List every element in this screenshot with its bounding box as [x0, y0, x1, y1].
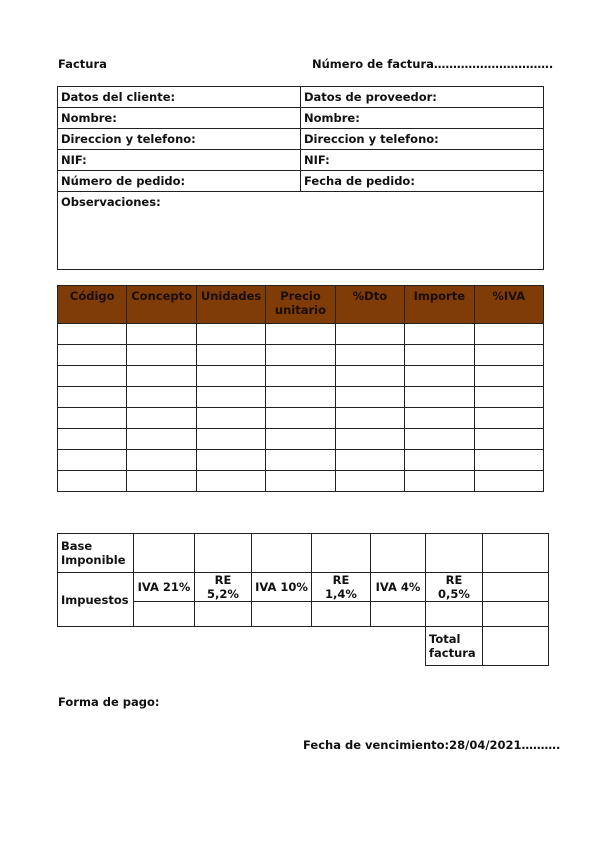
item-cell[interactable]	[196, 345, 265, 366]
item-cell[interactable]	[127, 471, 196, 492]
col-header-codigo: Código	[58, 286, 127, 324]
item-cell[interactable]	[196, 324, 265, 345]
col-header-concepto: Concepto	[127, 286, 196, 324]
col-header-dto: %Dto	[335, 286, 404, 324]
item-cell[interactable]	[474, 345, 543, 366]
tax-header-iva-10: IVA 10%	[252, 573, 312, 602]
client-address-field[interactable]: Direccion y telefono:	[58, 129, 301, 150]
due-date-field[interactable]: Fecha de vencimiento:28/04/2021……….	[303, 738, 561, 752]
item-cell[interactable]	[335, 387, 404, 408]
item-cell[interactable]	[335, 324, 404, 345]
item-cell[interactable]	[335, 408, 404, 429]
item-row	[58, 471, 544, 492]
item-row	[58, 366, 544, 387]
observations-field[interactable]: Observaciones:	[58, 192, 544, 270]
item-cell[interactable]	[58, 324, 127, 345]
base-cell[interactable]	[426, 534, 483, 573]
item-row	[58, 345, 544, 366]
client-data-label: Datos del cliente:	[58, 87, 301, 108]
totals-table	[57, 533, 549, 666]
item-cell[interactable]	[58, 387, 127, 408]
item-cell[interactable]	[266, 345, 335, 366]
item-cell[interactable]	[474, 408, 543, 429]
item-cell[interactable]	[335, 471, 404, 492]
item-cell[interactable]	[196, 366, 265, 387]
item-cell[interactable]	[58, 450, 127, 471]
base-cell[interactable]	[371, 534, 426, 573]
col-header-unidades: Unidades	[196, 286, 265, 324]
tax-value-cell[interactable]	[371, 602, 426, 627]
item-cell[interactable]	[405, 471, 474, 492]
provider-nif-field[interactable]: NIF:	[301, 150, 544, 171]
item-cell[interactable]	[266, 450, 335, 471]
item-cell[interactable]	[474, 471, 543, 492]
item-row	[58, 408, 544, 429]
items-header-row	[58, 286, 544, 324]
item-cell[interactable]	[405, 366, 474, 387]
tax-value-cell[interactable]	[312, 602, 371, 627]
tax-cell[interactable]	[483, 573, 549, 602]
client-provider-info-table	[57, 86, 544, 270]
item-cell[interactable]	[405, 387, 474, 408]
item-cell[interactable]	[127, 366, 196, 387]
item-cell[interactable]	[266, 366, 335, 387]
item-cell[interactable]	[335, 429, 404, 450]
item-cell[interactable]	[335, 450, 404, 471]
base-cell[interactable]	[483, 534, 549, 573]
tax-header-iva-4: IVA 4%	[371, 573, 426, 602]
col-header-importe: Importe	[405, 286, 474, 324]
item-cell[interactable]	[196, 408, 265, 429]
item-cell[interactable]	[127, 324, 196, 345]
item-cell[interactable]	[58, 345, 127, 366]
item-cell[interactable]	[405, 450, 474, 471]
item-cell[interactable]	[405, 345, 474, 366]
provider-name-field[interactable]: Nombre:	[301, 108, 544, 129]
item-cell[interactable]	[127, 429, 196, 450]
tax-header-re-5-2: RE 5,2%	[195, 573, 252, 602]
total-factura-value[interactable]	[483, 627, 549, 666]
item-cell[interactable]	[474, 324, 543, 345]
item-cell[interactable]	[474, 429, 543, 450]
total-factura-label: Total factura	[426, 627, 483, 666]
item-cell[interactable]	[266, 324, 335, 345]
tax-header-re-1-4: RE 1,4%	[312, 573, 371, 602]
item-cell[interactable]	[266, 387, 335, 408]
tax-value-cell[interactable]	[426, 602, 483, 627]
payment-method-label: Forma de pago:	[58, 695, 160, 709]
item-cell[interactable]	[127, 345, 196, 366]
base-imponible-label: Base Imponible	[58, 534, 134, 573]
item-cell[interactable]	[474, 387, 543, 408]
base-cell[interactable]	[252, 534, 312, 573]
item-row	[58, 450, 544, 471]
order-date-field[interactable]: Fecha de pedido:	[301, 171, 544, 192]
item-cell[interactable]	[196, 450, 265, 471]
item-cell[interactable]	[58, 471, 127, 492]
base-cell[interactable]	[195, 534, 252, 573]
item-cell[interactable]	[474, 366, 543, 387]
item-cell[interactable]	[127, 450, 196, 471]
order-number-field[interactable]: Número de pedido:	[58, 171, 301, 192]
tax-value-cell[interactable]	[195, 602, 252, 627]
item-cell[interactable]	[405, 429, 474, 450]
item-row	[58, 387, 544, 408]
tax-header-re-0-5: RE 0,5%	[426, 573, 483, 602]
invoice-number-field[interactable]: Número de factura………………………….	[312, 57, 554, 71]
impuestos-label: Impuestos	[58, 573, 134, 627]
item-row	[58, 429, 544, 450]
item-cell[interactable]	[196, 387, 265, 408]
item-cell[interactable]	[196, 429, 265, 450]
item-row	[58, 324, 544, 345]
item-cell[interactable]	[266, 408, 335, 429]
item-cell[interactable]	[58, 429, 127, 450]
items-table	[57, 285, 544, 492]
tax-header-iva-21: IVA 21%	[134, 573, 195, 602]
client-nif-field[interactable]: NIF:	[58, 150, 301, 171]
item-cell[interactable]	[266, 471, 335, 492]
tax-value-cell[interactable]	[134, 602, 195, 627]
item-cell[interactable]	[127, 408, 196, 429]
tax-value-cell[interactable]	[483, 602, 549, 627]
item-cell[interactable]	[405, 324, 474, 345]
col-header-precio-unitario: Precio unitario	[266, 286, 335, 324]
item-cell[interactable]	[405, 408, 474, 429]
item-cell[interactable]	[127, 387, 196, 408]
provider-address-field[interactable]: Direccion y telefono:	[301, 129, 544, 150]
invoice-title: Factura	[58, 57, 107, 71]
item-cell[interactable]	[335, 345, 404, 366]
item-cell[interactable]	[58, 408, 127, 429]
base-cell[interactable]	[312, 534, 371, 573]
item-cell[interactable]	[474, 450, 543, 471]
item-cell[interactable]	[196, 471, 265, 492]
client-name-field[interactable]: Nombre:	[58, 108, 301, 129]
provider-data-label: Datos de proveedor:	[301, 87, 544, 108]
base-cell[interactable]	[134, 534, 195, 573]
item-cell[interactable]	[335, 366, 404, 387]
item-cell[interactable]	[58, 366, 127, 387]
spacer	[58, 627, 426, 666]
item-cell[interactable]	[266, 429, 335, 450]
col-header-iva: %IVA	[474, 286, 543, 324]
tax-value-cell[interactable]	[252, 602, 312, 627]
